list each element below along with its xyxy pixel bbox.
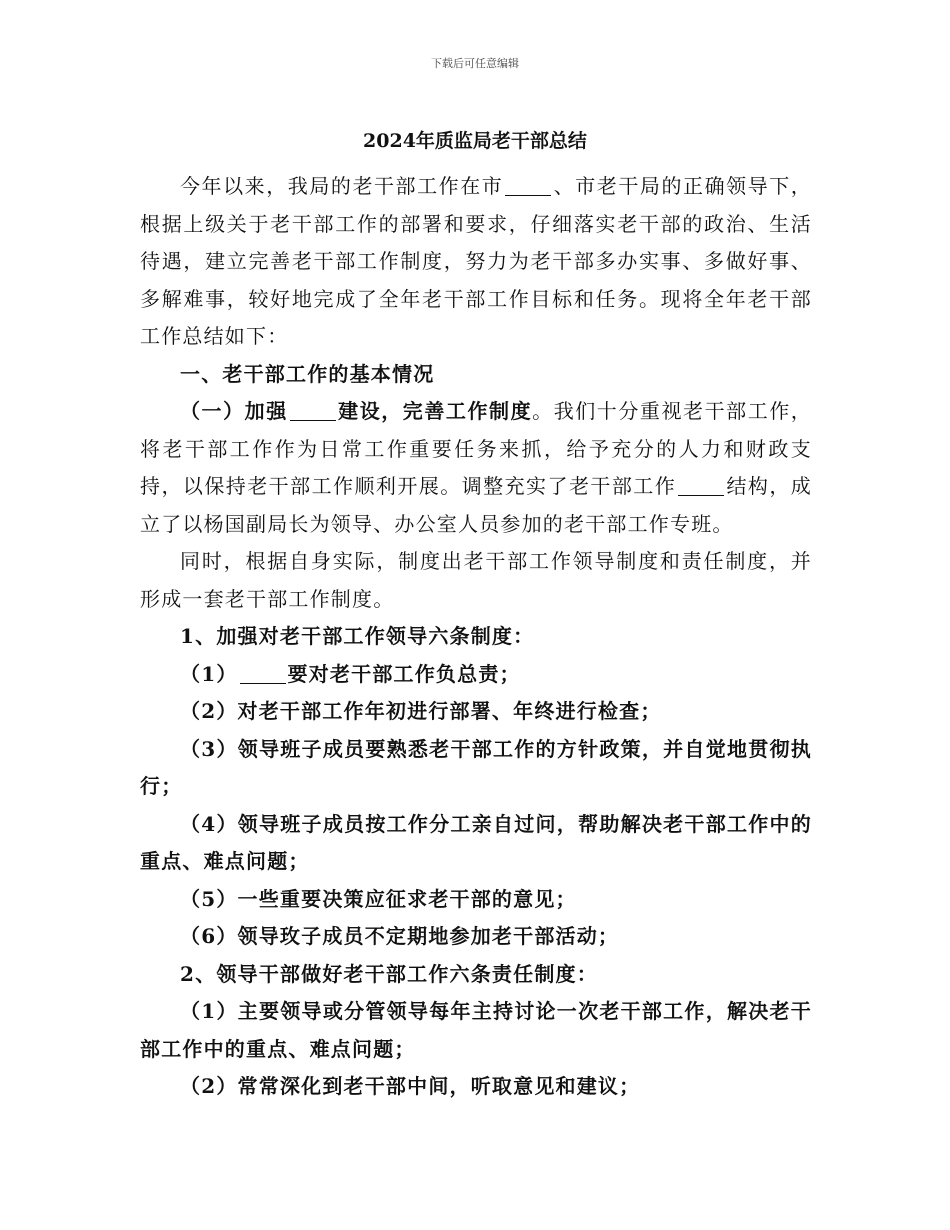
subsection-lead-a: （一）加强 (180, 399, 288, 423)
subsection-paragraph (140, 393, 812, 543)
fill-blank (290, 400, 336, 421)
subsection-text-a: 。我们十分重视老干部工作，将老干部工作作为日常工作重要任务来抓，给予充分的人力和财政支持，以保持老干部工作顺利开展。调整充实了老干部工作 (140, 399, 812, 498)
list-item (140, 656, 812, 694)
list-item: （5）一些重要决策应征求老干部的意见； (180, 886, 577, 911)
list-item-number: （1） (180, 661, 238, 686)
list-item: （2）常常深化到老干部中间，听取意见和建议； (180, 1074, 641, 1098)
list-item: （3）领导班子成员要熟悉老干部工作的方针政策，并自觉地贯彻执行； (140, 736, 812, 798)
subsection-text-b: 结构，成立了以杨国副局长为领导、办公室人员参加的老干部工作专班。 (140, 474, 812, 536)
header-note: 下载后可任意编辑 (431, 57, 519, 70)
intro-text-part1: 今年以来，我局的老干部工作在市 (180, 174, 504, 198)
list-item: （6）领导玫子成员不定期地参加老干部活动； (180, 924, 620, 948)
list-item-text: 要对老干部工作负总责； (287, 661, 521, 686)
fill-blank (678, 475, 724, 496)
section-heading: 一、老干部工作的基本情况 (180, 361, 435, 386)
subsection-lead-b: 建设，完善工作制度 (337, 399, 533, 423)
intro-text-part2: 、市老干局的正确领导下，根据上级关于老干部工作的部署和要求，仔细落实老干部的政治、生活待遇，建立完善老干部工作制度，努力为老干部多办实事、多做好事、多解难事，较好地完成了全年老干部工作目标和任务。现将全年老干部工作总结如下： (140, 174, 813, 348)
fill-blank (240, 663, 286, 684)
list-item: （4）领导班子成员按工作分工亲自过问，帮助解决老干部工作中的重点、难点问题； (140, 811, 812, 873)
list-item: （1）主要领导或分管领导每年主持讨论一次老干部工作，解决老干部工作中的重点、难点问题； (140, 999, 812, 1061)
body-paragraph: 同时，根据自身实际，制度出老干部工作领导制度和责任制度，并形成一套老干部工作制度。 (140, 549, 812, 611)
document-body (140, 168, 812, 1106)
list-heading: 2、领导干部做好老干部工作六条责任制度： (180, 961, 598, 986)
list-item: （2）对老干部工作年初进行部署、年终进行检查； (180, 699, 662, 723)
list-heading: 1、加强对老干部工作领导六条制度： (180, 624, 535, 648)
fill-blank (505, 175, 551, 196)
document-title: 2024年质监局老干部总结 (363, 130, 587, 152)
intro-paragraph (140, 168, 812, 356)
